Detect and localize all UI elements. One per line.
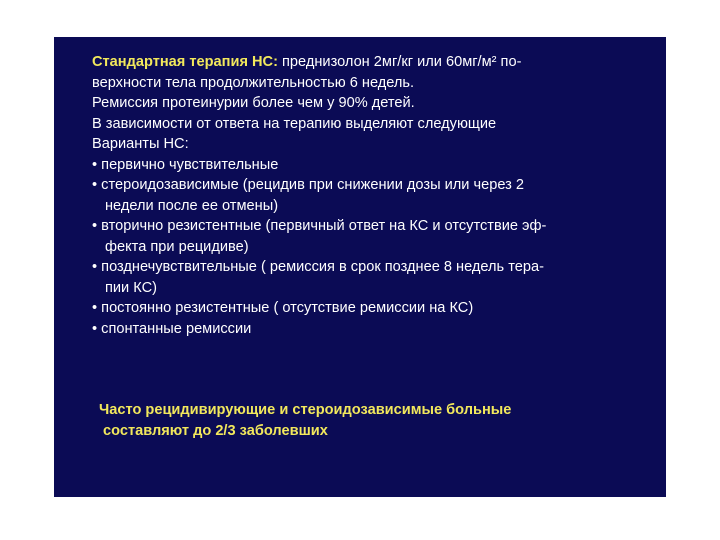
slide-body [92, 52, 652, 339]
bullet-item: • позднечувствительные ( ремиссия в срок позднее 8 недель тера- [92, 259, 544, 275]
slide-panel [54, 37, 666, 497]
bullet-item: • спонтанные ремиссии [92, 320, 252, 337]
summary-note [99, 400, 639, 441]
bullet-item: • постоянно резистентные ( отсутствие ремиссии на КС) [92, 300, 474, 316]
summary-line: Часто рецидивирующие и стероидозависимые больные [99, 402, 512, 418]
slide-heading: Стандартная терапия НС: [92, 54, 278, 70]
intro-line-continued: верхности тела продолжительностью 6 недель. [92, 74, 415, 91]
response-line: В зависимости от ответа на терапию выделяют следующие [92, 115, 497, 132]
bullet-item: • стероидозависимые (рецидив при снижении дозы или через 2 [92, 177, 524, 193]
bullet-item: • вторично резистентные (первичный ответ на КС и отсутствие эф- [92, 218, 547, 234]
bullet-item: • первично чувствительные [92, 156, 279, 173]
bullet-item-continued: пии КС) [105, 279, 157, 296]
bullet-item-continued: фекта при рецидиве) [105, 238, 249, 255]
variants-heading: Варианты НС: [92, 136, 189, 152]
remission-line: Ремиссия протеинурии более чем у 90% детей. [92, 95, 415, 111]
intro-line-rest: преднизолон 2мг/кг или 60мг/м² по- [277, 54, 522, 70]
bullet-item-continued: недели после ее отмены) [105, 197, 279, 214]
summary-line-continued: составляют до 2/3 заболевших [103, 422, 328, 439]
intro-line [92, 52, 652, 73]
